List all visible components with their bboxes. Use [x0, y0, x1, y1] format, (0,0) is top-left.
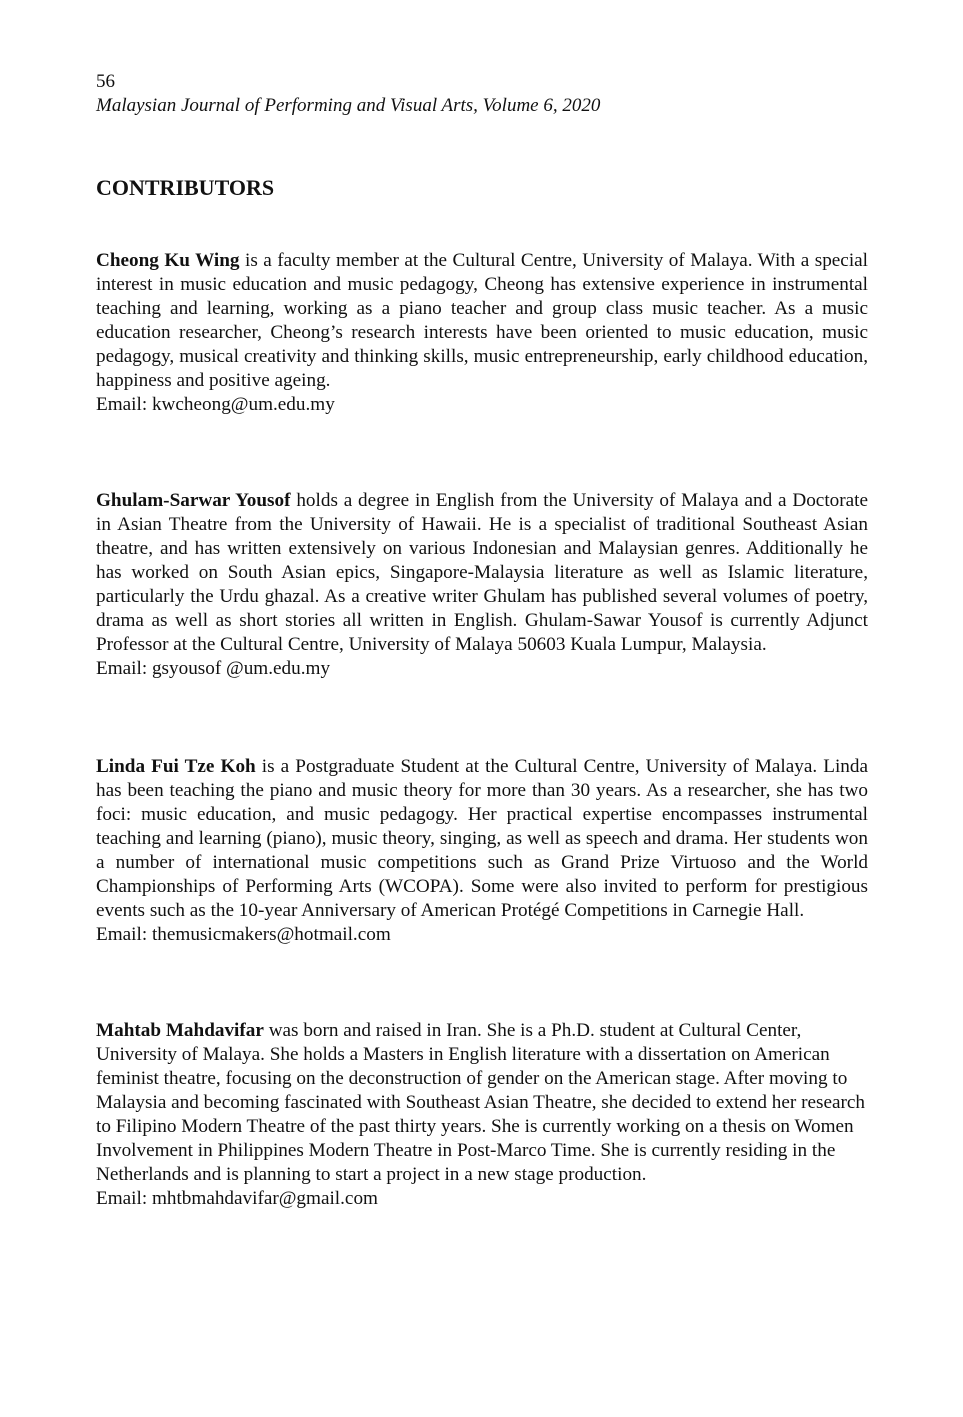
contributor-entry [96, 755, 868, 947]
contributor-entry [96, 249, 868, 417]
section-title: CONTRIBUTORS [96, 175, 275, 200]
contributor-bio [96, 1019, 868, 1187]
contributor-bio-text: holds a degree in English from the University of Malaya and a Doctorate in Asian Theatre from the University of Hawaii. He is a specialist of traditional Southeast Asian theatre, and has written extensively on various Indonesian and Malaysian genres. Additionally he has worked on South Asian epics, Singapore-Malaysia literature as well as Islamic literature, particularly the Urdu ghazal. As a creative writer Ghulam has published several volumes of poetry, drama as well as short stories all written in English. Ghulam-Sawar Yousof is currently Adjunct Professor at the Cultural Centre, University of Malaya 50603 Kuala Lumpur, Malaysia. [96, 490, 868, 655]
contributor-name: Mahtab Mahdavifar [96, 1020, 264, 1041]
contributor-bio [96, 755, 868, 923]
contributor-email: Email: gsyousof @um.edu.my [96, 658, 331, 679]
contributor-name: Cheong Ku Wing [96, 250, 240, 271]
journal-running-head: Malaysian Journal of Performing and Visual Arts, Volume 6, 2020 [96, 95, 601, 116]
contributor-bio [96, 489, 868, 657]
contributor-bio-text: is a faculty member at the Cultural Centre, University of Malaya. With a special interest in music education and music pedagogy, Cheong has extensive experience in instrumental teaching and learning, working as a piano teacher and group class music teacher. As a music education researcher, Cheong’s research interests have been oriented to music education, music pedagogy, musical creativity and thinking skills, music entrepreneurship, early childhood education, happiness and positive ageing. [96, 250, 869, 391]
contributor-email: Email: kwcheong@um.edu.my [96, 394, 335, 415]
page-number: 56 [96, 71, 115, 92]
contributor-name: Ghulam-Sarwar Yousof [96, 490, 291, 511]
contributor-bio-text: is a Postgraduate Student at the Cultural Centre, University of Malaya. Linda has been teaching the piano and music theory for more than 30 years. As a researcher, she has two foci: music education, and music pedagogy. Her practical expertise encompasses instrumental teaching and learning (piano), music theory, singing, as well as speech and drama. Her students won a number of international music competitions such as Grand Prize Virtuoso and the World Championships of Performing Arts (WCOPA). Some were also invited to perform for prestigious events such as the 10-year Anniversary of American Protégé Competitions in Carnegie Hall. [96, 756, 868, 921]
contributor-email: Email: themusicmakers@hotmail.com [96, 924, 391, 945]
contributor-bio-text: was born and raised in Iran. She is a Ph.D. student at Cultural Center, University of Malaya. She holds a Masters in English literature with a dissertation on American feminist theatre, focusing on the deconstruction of gender on the American stage. After moving to Malaysia and becoming fascinated with Southeast Asian Theatre, she decided to extend her research to Filipino Modern Theatre of the past thirty years. She is currently working on a thesis on Women Involvement in Philippines Modern Theatre in Post-Marco Time. She is currently residing in the Netherlands and is planning to start a project in a new stage production. [96, 1020, 866, 1185]
contributor-entry [96, 489, 868, 681]
contributor-email: Email: mhtbmahdavifar@gmail.com [96, 1188, 378, 1209]
contributor-entry [96, 1019, 868, 1211]
contributor-name: Linda Fui Tze Koh [96, 756, 256, 777]
contributor-bio [96, 249, 868, 393]
